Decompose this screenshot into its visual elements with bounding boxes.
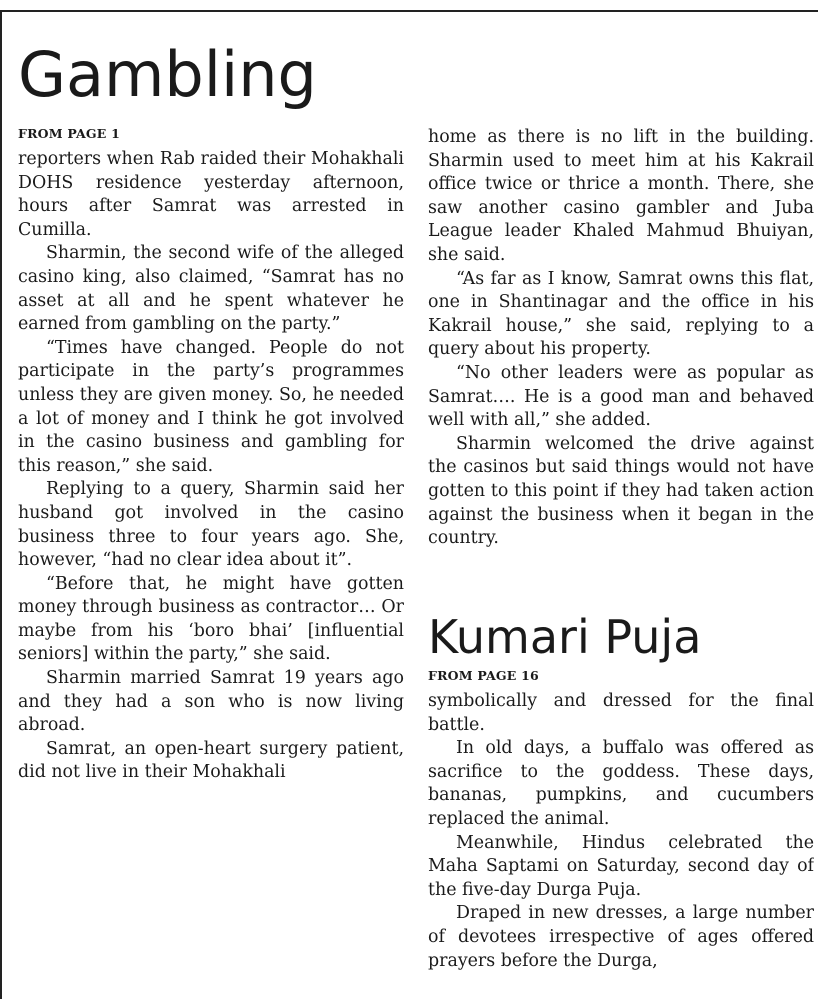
left-rule [0, 10, 2, 999]
article-column-2 [428, 126, 814, 551]
paragraph: Replying to a query, Sharmin said her husband got involved in the casino business three to four years ago. She, however, “had no clear idea about it”. [18, 479, 404, 571]
article-column-1 [18, 148, 404, 785]
paragraph: Meanwhile, Hindus celebrated the Maha Saptami on Saturday, second day of the five-day Durga Puja. [428, 832, 814, 900]
paragraph: In old days, a buffalo was offered as sacrifice to the goddess. These days, bananas, pumpkins, and cucumbers replaced the animal. [428, 738, 814, 829]
top-rule [0, 10, 818, 12]
article-headline-gambling: Gambling [18, 38, 317, 111]
paragraph: home as there is no lift in the building. Sharmin used to meet him at his Kakrail office twice or thrice a month. There, she saw another casino gambler and Juba League leader Khaled Mahmud Bhuiyan, she said. [428, 127, 814, 265]
paragraph: Sharmin married Samrat 19 years ago and they had a son who is now living abroad. [18, 668, 404, 736]
from-page-label: FROM PAGE 16 [428, 668, 539, 683]
paragraph: “Before that, he might have gotten money through business as contractor… Or maybe from his ‘boro bhai’ [influential seniors] within the party,” she said. [18, 573, 404, 665]
paragraph: “As far as I know, Samrat owns this flat, one in Shantinagar and the office in his Kakrail house,” she said, replying to a query about his property. [428, 268, 814, 360]
paragraph: “Times have changed. People do not participate in the party’s programmes unless they are given money. So, he needed a lot of money and I think he got involved in the casino business and gambling for this reason,” she said. [18, 337, 404, 476]
paragraph: Draped in new dresses, a large number of devotees irrespective of ages offered prayers before the Durga, [428, 903, 814, 971]
paragraph: Samrat, an open-heart surgery patient, did not live in their Mohakhali [18, 738, 404, 783]
from-page-label: FROM PAGE 1 [18, 126, 120, 141]
paragraph: Sharmin, the second wife of the alleged casino king, also claimed, “Samrat has no asset at all and he spent whatever he earned from gambling on the party.” [18, 243, 404, 335]
article-column-3 [428, 690, 814, 999]
paragraph: symbolically and dressed for the final battle. [428, 691, 814, 735]
paragraph: “No other leaders were as popular as Samrat…. He is a good man and behaved well with all,” she added. [428, 362, 814, 431]
paragraph: reporters when Rab raided their Mohakhali DOHS residence yesterday afternoon, hours after Samrat was arrested in Cumilla. [18, 149, 404, 240]
paragraph: Sharmin welcomed the drive against the casinos but said things would not have gotten to this point if they had taken action against the business when it began in the country. [428, 433, 814, 549]
article-headline-kumari-puja: Kumari Puja [428, 610, 702, 664]
